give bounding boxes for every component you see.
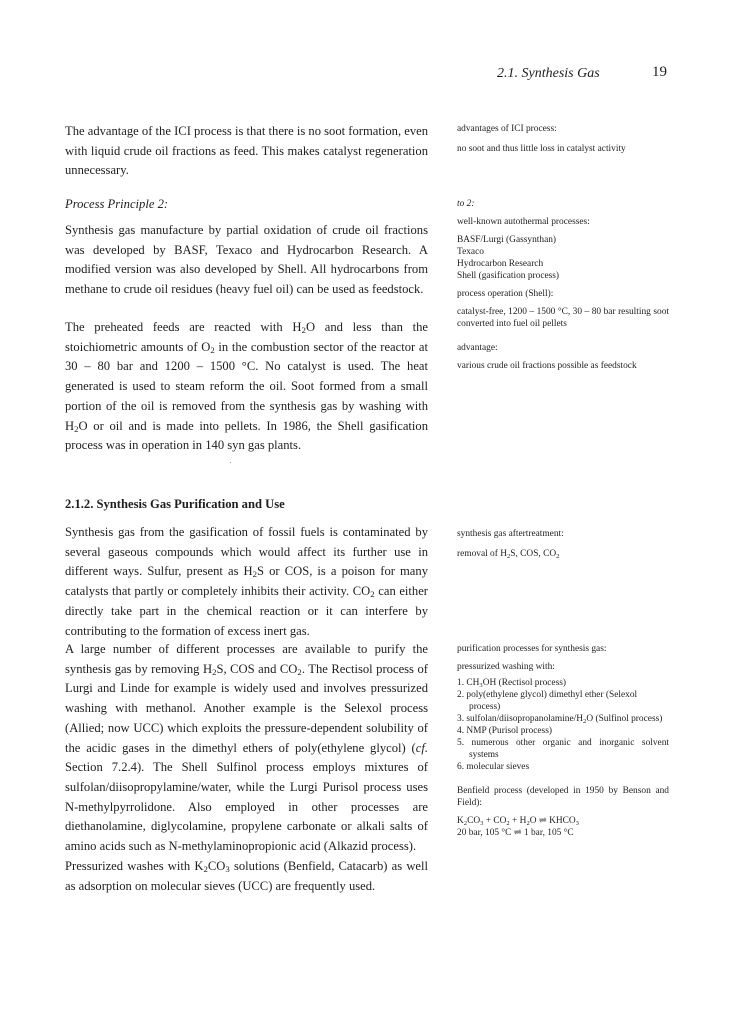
margin-note-ici: advantages of ICI process: no soot and thus little loss in catalyst activity: [457, 124, 626, 154]
purification-list-item: 4. NMP (Purisol process): [457, 726, 552, 736]
process-principle-heading: Process Principle 2:: [65, 197, 169, 211]
margin-note-principle-2: to 2: well-known autothermal processes: BASF/Lurgi (Gassynthan) Texaco Hydrocarbon Research Shell (gasification process) process operation (Shell): catalyst-free, 1200 – 1500 °C, 30 – 80 bar resulting soot converted into fuel oil pellets advantage: various crude oil fractions possible as feedstock: [457, 199, 669, 371]
running-header-title: 2.1. Synthesis Gas: [497, 66, 600, 81]
ici-advantage-paragraph: The advantage of the ICI process is that there is no soot formation, even with liquid crude oil fractions as feed. This makes catalyst regeneration unnecessary.: [65, 124, 429, 178]
purification-list-item: 1. $CH_3OH$ (Rectisol process): [457, 678, 567, 689]
purification-list-item: 2. poly(ethylene glycol) dimethyl ether (Selexol process): [457, 690, 638, 712]
benfield-equation: $K_2CO_3 + CO_2 + H_2O$ ⇌ $KHCO_3$: [457, 816, 579, 827]
purification-list-item: 3. sulfolan/$diisopropanolamine/H_2O$ (Sulfinol process): [457, 714, 663, 725]
page-number: 19: [652, 64, 667, 80]
purification-list: [457, 677, 669, 773]
partial-oxidation-paragraph: Synthesis gas manufacture by partial oxidation of crude oil fractions was developed by BASF, Texaco and Hydrocarbon Research. A modified version was also developed by Shell. All hydrocarbons from methane to crude oil residues (heavy fuel oil) can be used as feedstock.: [65, 223, 428, 297]
process-list-item: Hydrocarbon Research: [457, 259, 544, 269]
process-list-item: BASF/Lurgi (Gassynthan): [457, 235, 557, 245]
pressurized-washes-paragraph: Pressurized washes with $K_2CO_3$ solutions (Benfield, Catacarb) as well as adsorption on molecular sieves (UCC) are frequently used.: [65, 859, 428, 893]
margin-note-aftertreatment: synthesis gas aftertreatment: removal of $H_2S$, COS, $CO_2$: [457, 529, 564, 560]
process-list-item: Shell (gasification process): [457, 271, 560, 281]
scan-speck: [230, 462, 231, 463]
purification-processes-paragraph: A large number of different processes are available to purify the synthesis gas by removing $H_2S$, COS and $CO_2$. The Rectisol process of Lurgi and Linde for example is widely used and involves pressurized washing with methanol. Another example is the Selexol process (Allied; now UCC) which exploits the pressure-dependent solubility of the acidic gases in the dimethyl ethers of poly(ethylene glycol) (cf. Section 7.2.4). The Shell Sulfinol process employs mixtures of sulfolan/diisopropylamine/water, while the Lurgi Purisol process uses N-methylpyrrolidone. Also employed in other processes are diethanolamine, diglycolamine, propylene carbonate or alkali salts of amino acids such as N-methylaminopropionic acid (Alkazid process).: [65, 642, 428, 854]
process-list-item: Texaco: [457, 247, 484, 257]
section-heading-purification: 2.1.2. Synthesis Gas Purification and Use: [65, 497, 285, 511]
purification-list-item: 6. molecular sieves: [457, 762, 530, 772]
purification-list-item: 5. numerous other organic and inorganic solvent systems: [457, 738, 669, 760]
margin-note-purification: purification processes for synthesis gas: pressurized washing with: 1. $CH_3OH$ (Rectisol process) 2. poly(ethylene glycol) dimethyl ether (Selexol process) 3. sulfolan/$diisopropanolamine/H_2O$ (Sulfinol process) 4. NMP (Purisol process) 5. numerous other organic and inorganic solvent systems 6. molecular sieves Benfield process (developed in 1950 by Benson and Field): $K_2CO_3 + CO_2 + H_2O$ ⇌ $KHCO_3$ 20 bar, 105 °C ⇌ 1 bar, 105 °C: [457, 644, 669, 838]
contamination-paragraph: Synthesis gas from the gasification of fossil fuels is contaminated by several gaseous compounds which would affect its further use in different ways. Sulfur, present as $H_2S$ or COS, is a poison for many catalysts that partly or completely inhibits their activity. $CO_2$ can either directly take part in the chemical reaction or it can interfere by contributing to the formation of excess inert gas.: [65, 525, 428, 638]
benfield-conditions: 20 bar, 105 °C ⇌ 1 bar, 105 °C: [457, 828, 574, 838]
preheated-feeds-paragraph: The preheated feeds are reacted with $H_2O$ and less than the stoichiometric amounts of $O_2$ in the combustion sector of the reactor at 30 – 80 bar and 1200 – 1500 °C. No catalyst is used. The heat generated is used to steam reform the oil. Soot formed from a small portion of the oil is removed from the synthesis gas by washing with $H_2O$ or oil and is made into pellets. In 1986, the Shell gasification process was in operation in 140 syn gas plants.: [65, 320, 428, 453]
